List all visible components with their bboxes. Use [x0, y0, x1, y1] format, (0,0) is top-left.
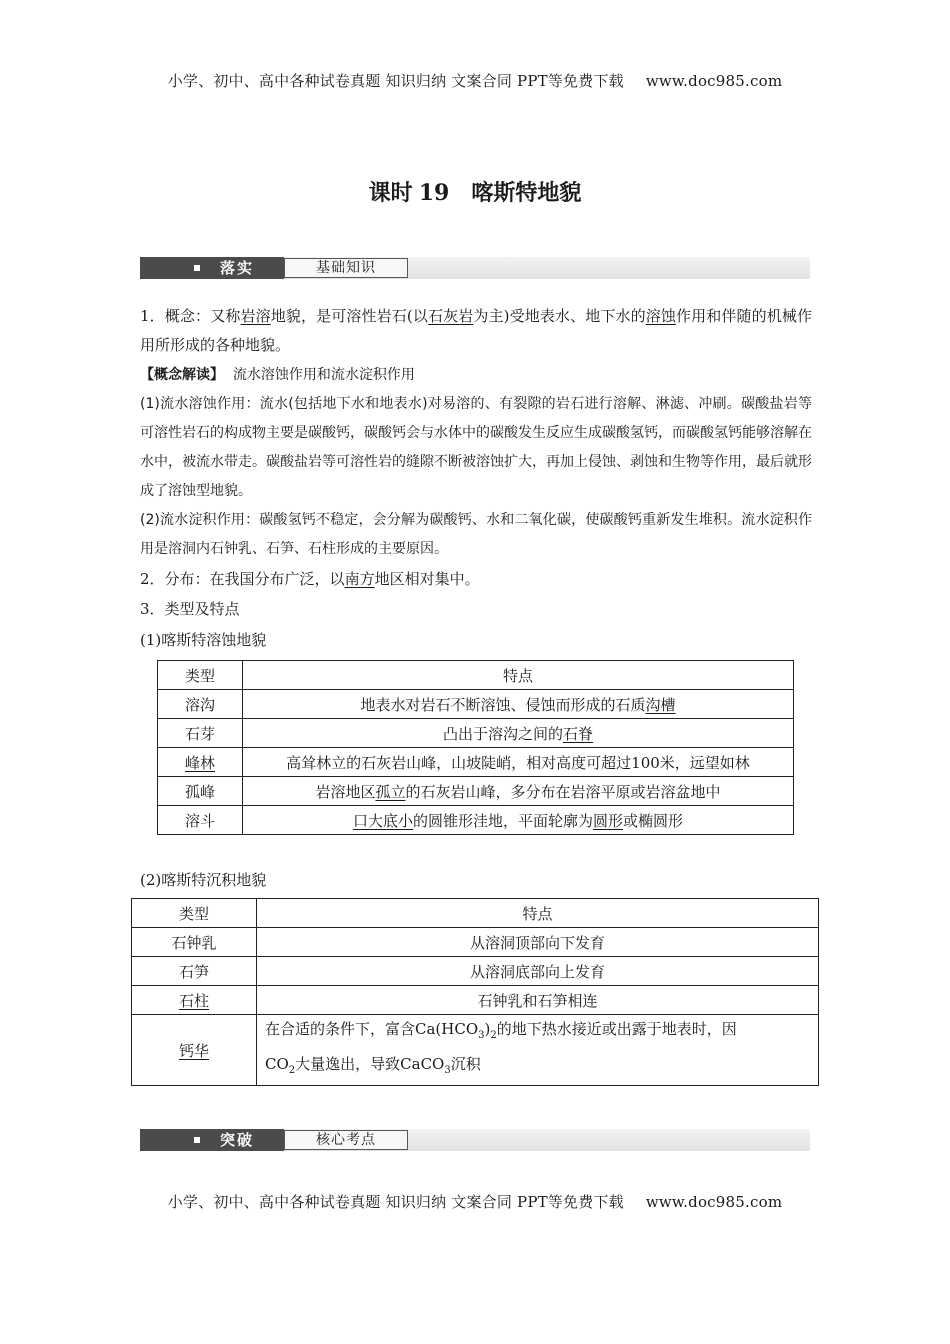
title-number: 19	[418, 180, 450, 206]
table-header-cell: 类型	[132, 899, 257, 928]
feature-subscript: 2	[288, 1065, 296, 1076]
type-cell: 溶沟	[158, 690, 243, 719]
type-cell: 石钟乳	[132, 928, 257, 957]
distribution-text-2: 地区相对集中。	[374, 570, 480, 588]
concept-text-4: 作用和伴随的机械作用所形成的各种地貌。	[140, 307, 813, 354]
concept-text-1: 又称	[210, 307, 241, 325]
page-footer	[0, 1191, 950, 1212]
erosion-landform-table	[157, 660, 794, 835]
type-blank: 石柱	[178, 991, 209, 1010]
banner-light-label: 基础知识	[284, 258, 408, 278]
feature-text: 大量逸出，导致CaCO	[295, 1055, 445, 1073]
feature-text: 的地下热水接近或出露于地表时，因	[496, 1020, 737, 1038]
header-text: 小学、初中、高中各种试卷真题 知识归纳 文案合同 PPT等免费下载	[167, 72, 624, 90]
feature-cell	[243, 690, 794, 719]
table-row	[132, 957, 819, 986]
concept-num: 1．概念：	[140, 307, 211, 325]
type-cell	[132, 1015, 257, 1086]
table-row	[158, 719, 794, 748]
table-header-row	[158, 661, 794, 690]
feature-blank: 圆形	[593, 811, 624, 830]
type-cell: 溶斗	[158, 806, 243, 835]
table-header-cell: 特点	[243, 661, 794, 690]
distribution-blank: 南方	[344, 570, 375, 588]
concept-blank-1: 岩溶	[240, 307, 271, 325]
banner-dark-tab	[140, 1129, 284, 1151]
feature-cell	[243, 777, 794, 806]
banner-light-label: 核心考点	[284, 1130, 408, 1150]
concept-paragraph	[140, 302, 812, 360]
table-row	[158, 690, 794, 719]
interp-paragraph-1: (1)流水溶蚀作用：流水(包括地下水和地表水)对易溶的、有裂隙的岩石进行溶解、淋滤、冲刷。碳酸盐岩等可溶性岩石的构成物主要是碳酸钙，碳酸钙会与水体中的碳酸发生反应生成碳酸氢钙，而碳酸氢钙能够溶解在水中，被流水带走。碳酸盐岩等可溶性岩的缝隙不断被溶蚀扩大，再加上侵蚀、剥蚀和生物等作用，最后就形成了溶蚀型地貌。	[140, 396, 812, 499]
table-row	[132, 928, 819, 957]
square-bullet-icon	[194, 265, 200, 271]
interp-bracket: 【概念解读】	[140, 367, 224, 383]
footer-url[interactable]: www.doc985.com	[645, 1193, 783, 1211]
feature-text: 沉积	[450, 1055, 481, 1073]
interp-heading	[140, 361, 812, 390]
feature-blank: 口大底小	[352, 811, 413, 830]
feature-cell	[243, 719, 794, 748]
header-url[interactable]: www.doc985.com	[645, 72, 783, 90]
feature-blank: 石脊	[563, 724, 594, 743]
feature-blank: 孤立	[375, 782, 406, 801]
table-header-cell: 特点	[257, 899, 819, 928]
feature-subscript: 3	[444, 1065, 451, 1076]
type-blank: 峰林	[184, 753, 215, 772]
type-cell	[132, 986, 257, 1015]
section-banner-core	[140, 1129, 810, 1151]
table1-caption: (1)喀斯特溶蚀地貌	[140, 631, 267, 649]
type-cell: 孤峰	[158, 777, 243, 806]
banner-dark-label: 落实	[220, 259, 255, 277]
distribution-num: 2．分布：	[140, 570, 210, 588]
square-bullet-icon	[194, 1137, 200, 1143]
deposition-landform-table	[131, 898, 819, 1086]
page-title	[0, 176, 950, 207]
banner-dark-label: 突破	[220, 1131, 255, 1149]
types-heading: 3．类型及特点	[140, 600, 240, 618]
interp-paragraph-2: (2)流水淀积作用：碳酸氢钙不稳定，会分解为碳酸钙、水和二氧化碳，使碳酸钙重新发生堆积。流水淀积作用是溶洞内石钟乳、石笋、石柱形成的主要原因。	[140, 512, 812, 557]
banner-dark-tab	[140, 257, 284, 279]
table-row	[158, 806, 794, 835]
feature-cell: 石钟乳和石笋相连	[257, 986, 819, 1015]
concept-blank-2: 石灰岩	[427, 307, 474, 325]
title-name: 喀斯特地貌	[471, 180, 582, 206]
distribution-paragraph	[140, 565, 812, 594]
table-header-cell: 类型	[158, 661, 243, 690]
feature-text: 在合适的条件下，富含Ca(HCO	[265, 1020, 479, 1038]
concept-blank-3: 溶蚀	[645, 307, 676, 325]
table2-caption: (2)喀斯特沉积地貌	[140, 871, 267, 889]
feature-text: 岩溶地区	[315, 782, 376, 801]
feature-text: CO	[265, 1055, 289, 1073]
title-prefix: 课时	[368, 180, 413, 206]
feature-text: 地表水对岩石不断溶蚀、侵蚀而形成的石质	[360, 695, 646, 714]
feature-cell: 从溶洞顶部向下发育	[257, 928, 819, 957]
table-row	[132, 986, 819, 1015]
type-cell	[158, 748, 243, 777]
feature-text: 凸出于溶沟之间的	[442, 724, 563, 743]
page-header	[0, 70, 950, 91]
concept-text-3: 为主)受地表水、地下水的	[473, 307, 646, 325]
type-cell: 石芽	[158, 719, 243, 748]
feature-subscript: 3	[478, 1030, 485, 1041]
footer-text: 小学、初中、高中各种试卷真题 知识归纳 文案合同 PPT等免费下载	[167, 1193, 624, 1211]
table-header-row	[132, 899, 819, 928]
distribution-text-1: 在我国分布广泛，以	[209, 570, 345, 588]
feature-cell: 从溶洞底部向上发育	[257, 957, 819, 986]
feature-text: 或椭圆形	[623, 811, 684, 830]
concept-text-2: 地貌，是可溶性岩石(以	[270, 307, 428, 325]
feature-cell: 高耸林立的石灰岩山峰，山坡陡峭，相对高度可超过100米，远望如林	[243, 748, 794, 777]
interp-topic: 流水溶蚀作用和流水淀积作用	[232, 367, 415, 383]
type-blank: 钙华	[178, 1041, 209, 1060]
type-cell: 石笋	[132, 957, 257, 986]
table-row	[132, 1015, 819, 1086]
feature-text: 的石灰岩山峰，多分布在岩溶平原或岩溶盆地中	[405, 782, 721, 801]
feature-cell	[257, 1015, 819, 1086]
feature-cell	[243, 806, 794, 835]
table-row	[158, 748, 794, 777]
feature-blank: 沟槽	[645, 695, 676, 714]
feature-subscript: 2	[490, 1030, 497, 1041]
table-row	[158, 777, 794, 806]
section-banner-basics	[140, 257, 810, 279]
feature-text: )	[484, 1020, 491, 1038]
feature-text: 的圆锥形洼地，平面轮廓为	[412, 811, 593, 830]
